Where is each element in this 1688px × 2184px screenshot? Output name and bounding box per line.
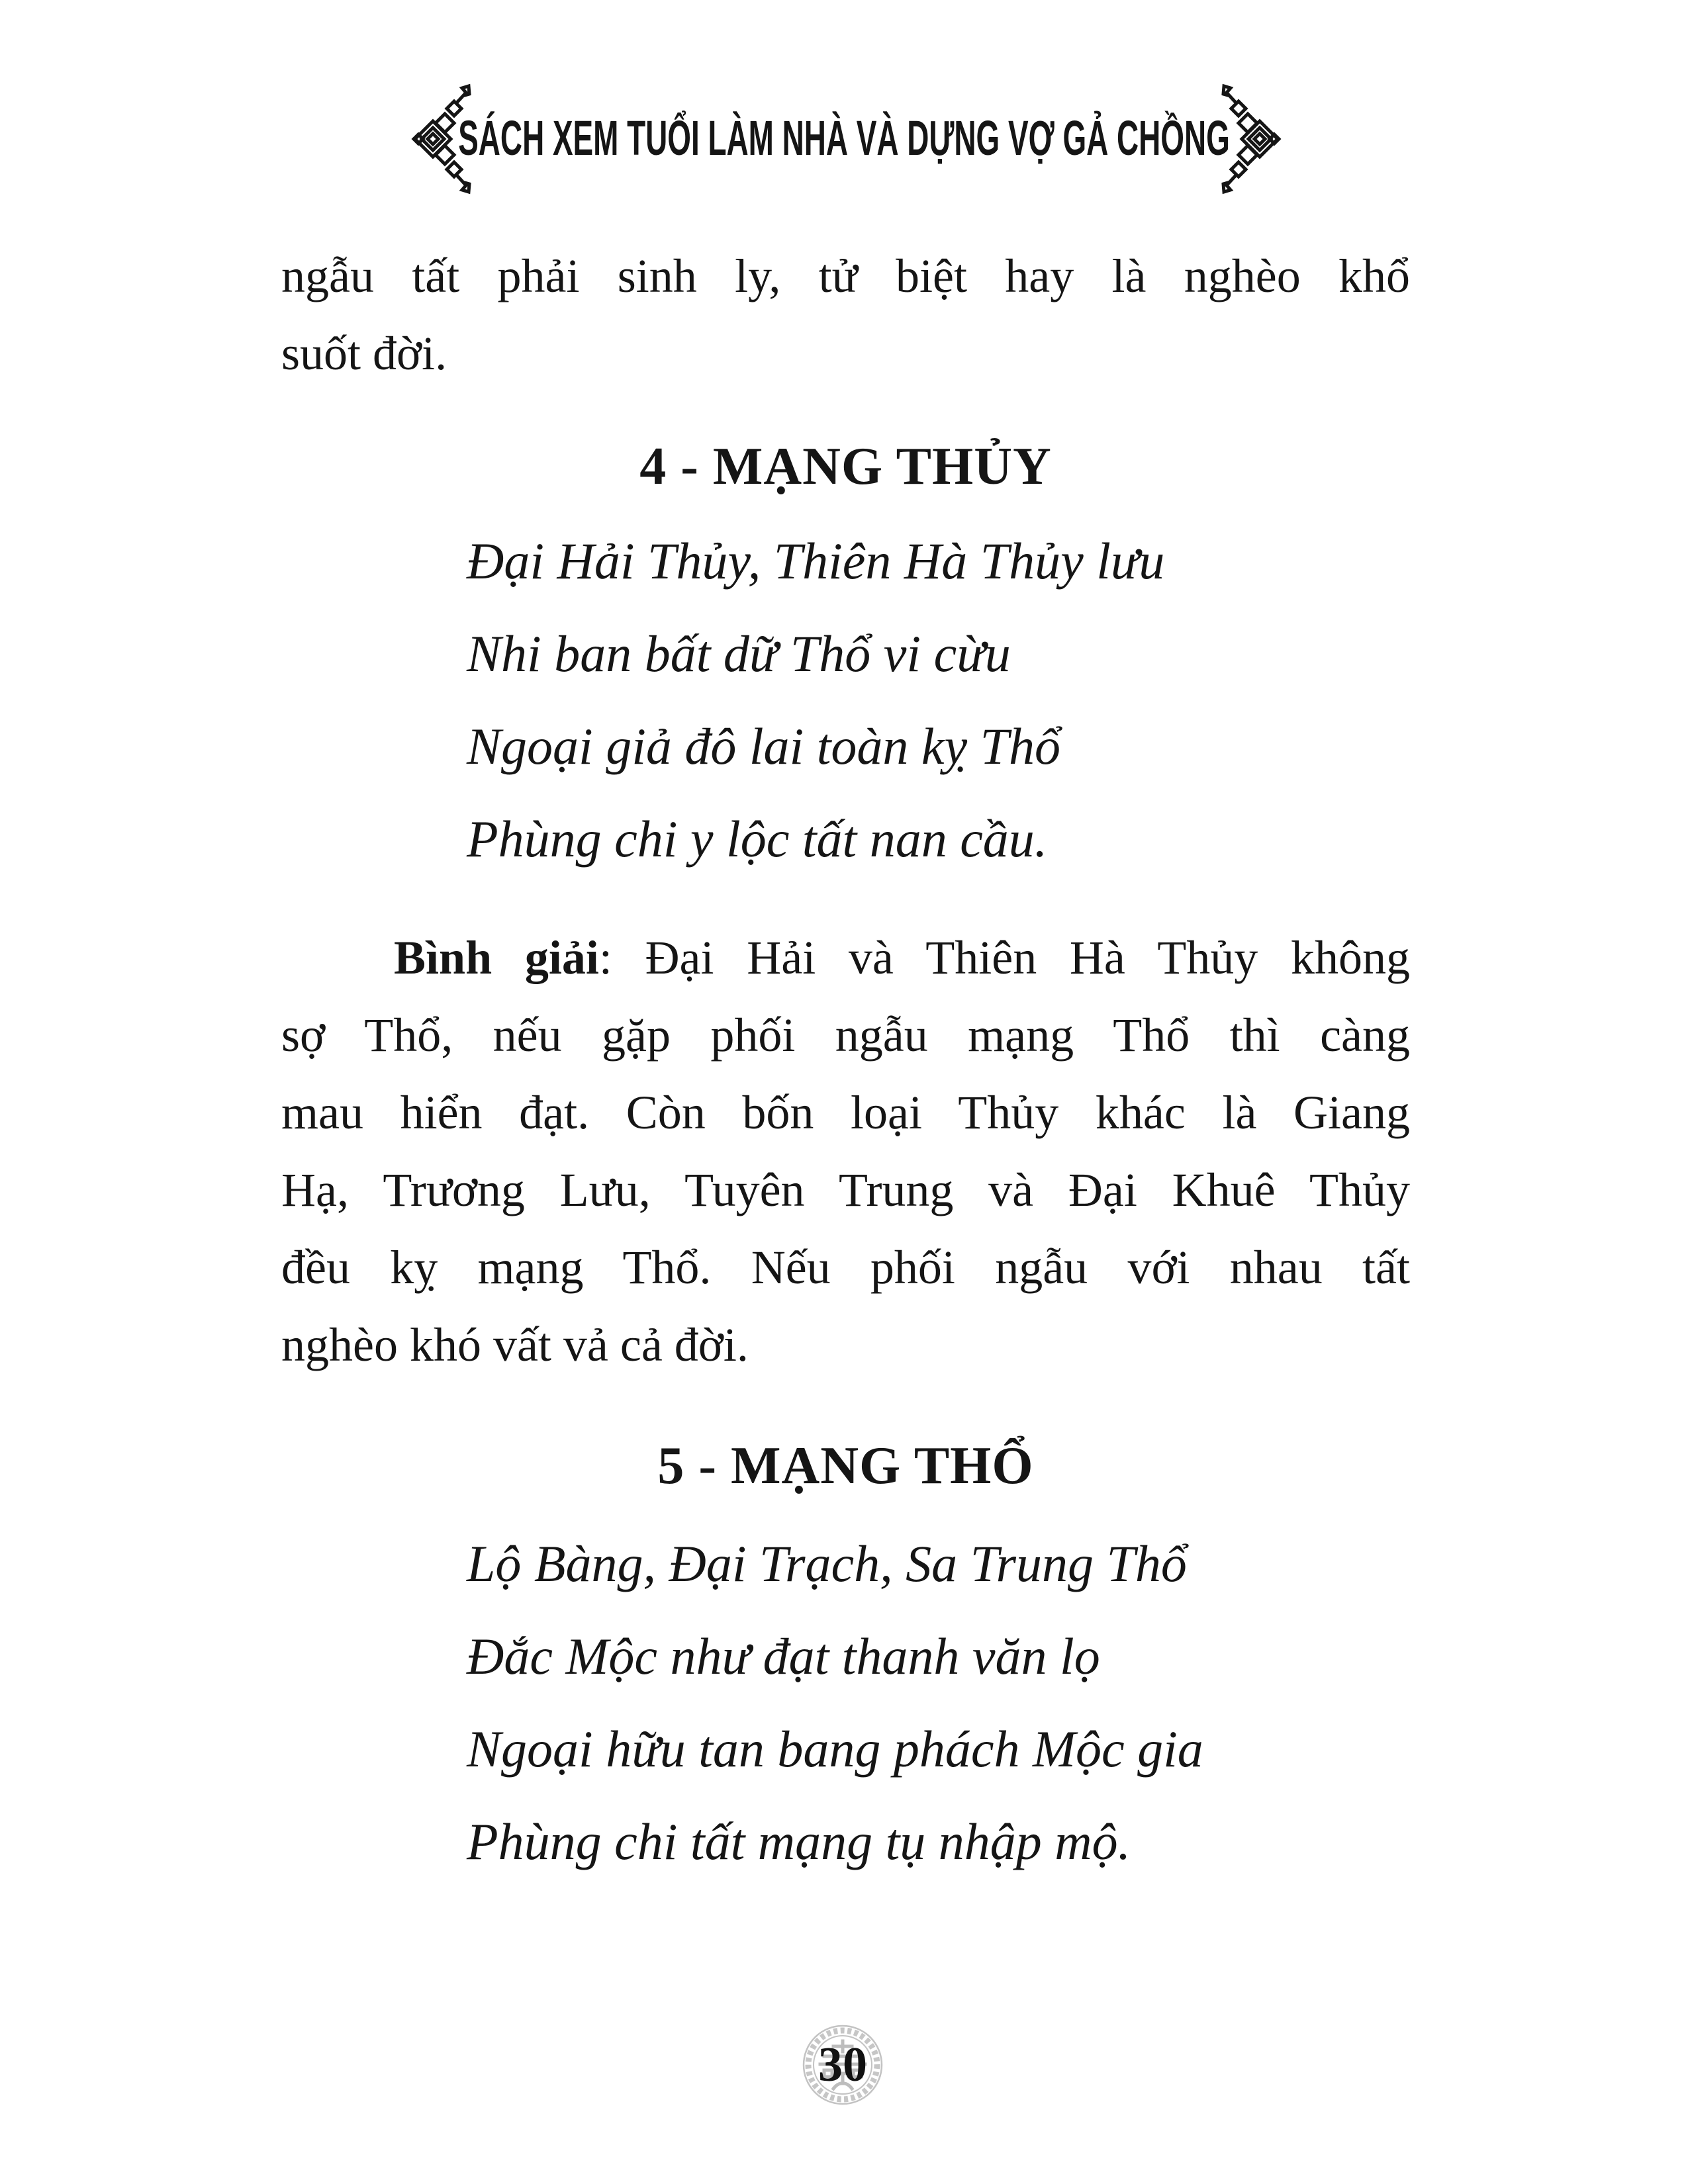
verse-line: Phùng chi y lộc tất nan cầu. xyxy=(467,810,1048,868)
verse-line: Phùng chi tất mạng tụ nhập mộ. xyxy=(467,1813,1131,1870)
commentary-label: Bình giải xyxy=(394,931,599,984)
paragraph-line: ngẫu tất phải sinh ly, tử biệt hay là nghèo khổ xyxy=(281,250,1410,302)
page-number: 30 xyxy=(818,2038,867,2092)
commentary-line xyxy=(281,919,1410,997)
verse-line: Ngoại hữu tan bang phách Mộc gia xyxy=(467,1720,1203,1778)
page-number-medallion xyxy=(802,2024,884,2106)
book-title: SÁCH XEM TUỔI LÀM NHÀ VÀ DỰNG VỢ GẢ CHỒNG xyxy=(458,111,1230,165)
commentary-line: sợ Thổ, nếu gặp phối ngẫu mạng Thổ thì càng xyxy=(281,1009,1410,1062)
intro-paragraph xyxy=(281,238,1410,392)
section-4-verse xyxy=(467,515,1460,886)
verse-line: Ngoại giả đô lai toàn kỵ Thổ xyxy=(467,717,1060,775)
section-heading-4: 4 - MẠNG THỦY xyxy=(639,437,1052,496)
section-5-verse xyxy=(467,1518,1460,1888)
verse-line: Lộ Bàng, Đại Trạch, Sa Trung Thổ xyxy=(467,1535,1187,1592)
verse-line: Đại Hải Thủy, Thiên Hà Thủy lưu xyxy=(467,532,1165,590)
section-4-commentary xyxy=(281,919,1410,1384)
section-heading-5: 5 - MẠNG THỔ xyxy=(657,1437,1034,1495)
verse-line: Nhi ban bất dữ Thổ vi cừu xyxy=(467,625,1011,682)
commentary-text: : Đại Hải và Thiên Hà Thủy không xyxy=(598,931,1410,984)
header-ornament-right-icon xyxy=(1221,83,1282,195)
commentary-line: đều kỵ mạng Thổ. Nếu phối ngẫu với nhau tất xyxy=(281,1241,1410,1294)
commentary-line: nghèo khó vất vả cả đời. xyxy=(281,1318,749,1371)
paragraph-line: suốt đời. xyxy=(281,327,447,380)
running-header xyxy=(0,109,1688,168)
commentary-line: Hạ, Trương Lưu, Tuyên Trung và Đại Khuê Thủy xyxy=(281,1163,1410,1216)
verse-line: Đắc Mộc như đạt thanh văn lọ xyxy=(467,1627,1100,1685)
commentary-line: mau hiển đạt. Còn bốn loại Thủy khác là Giang xyxy=(281,1086,1410,1139)
